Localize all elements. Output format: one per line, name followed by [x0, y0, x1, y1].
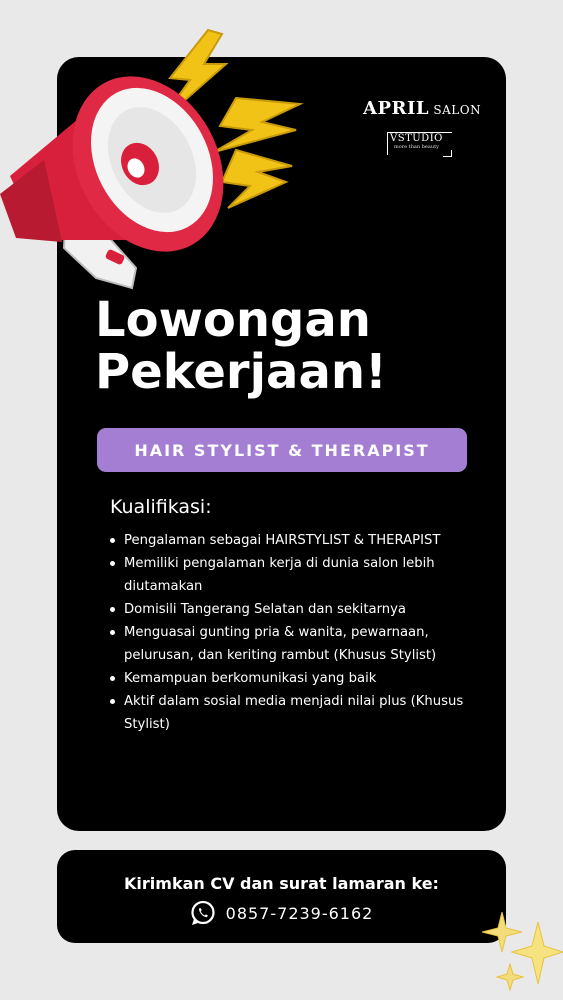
brand-logo — [363, 98, 483, 150]
list-item: Aktif dalam sosial media menjadi nilai plus (Khusus Stylist) — [108, 690, 468, 736]
position-badge: HAIR STYLIST & THERAPIST — [97, 428, 467, 472]
whatsapp-icon — [190, 900, 216, 926]
sparkle-icon — [482, 912, 563, 1000]
brand-sub-tagline: more than beauty — [394, 144, 439, 150]
brand-name — [363, 98, 483, 119]
brand-name-suffix: SALON — [433, 103, 482, 117]
list-item: Kemampuan berkomunikasi yang baik — [108, 667, 468, 690]
contact-card — [57, 850, 506, 943]
qualifications-heading: Kualifikasi: — [110, 496, 212, 518]
list-item: Memiliki pengalaman kerja di dunia salon lebih diutamakan — [108, 552, 468, 598]
brand-name-main: APRIL — [363, 98, 430, 119]
megaphone-icon — [0, 26, 310, 296]
contact-phone-row[interactable] — [57, 900, 506, 926]
title-line-1: Lowongan — [95, 292, 371, 348]
list-item: Pengalaman sebagai HAIRSTYLIST & THERAPIST — [108, 529, 468, 552]
list-item: Menguasai gunting pria & wanita, pewarnaan, pelurusan, dan keriting rambut (Khusus Stylist) — [108, 621, 468, 667]
brand-sub-name: VSTUDIO — [390, 133, 443, 144]
brand-corner-mark — [443, 150, 452, 157]
page-title — [95, 294, 475, 398]
title-line-2: Pekerjaan! — [95, 344, 387, 400]
qualifications-list — [108, 529, 468, 736]
brand-sub-logo — [387, 132, 452, 155]
list-item: Domisili Tangerang Selatan dan sekitarnya — [108, 598, 468, 621]
contact-text: Kirimkan CV dan surat lamaran ke: — [124, 874, 439, 893]
contact-phone: 0857-7239-6162 — [225, 903, 374, 923]
